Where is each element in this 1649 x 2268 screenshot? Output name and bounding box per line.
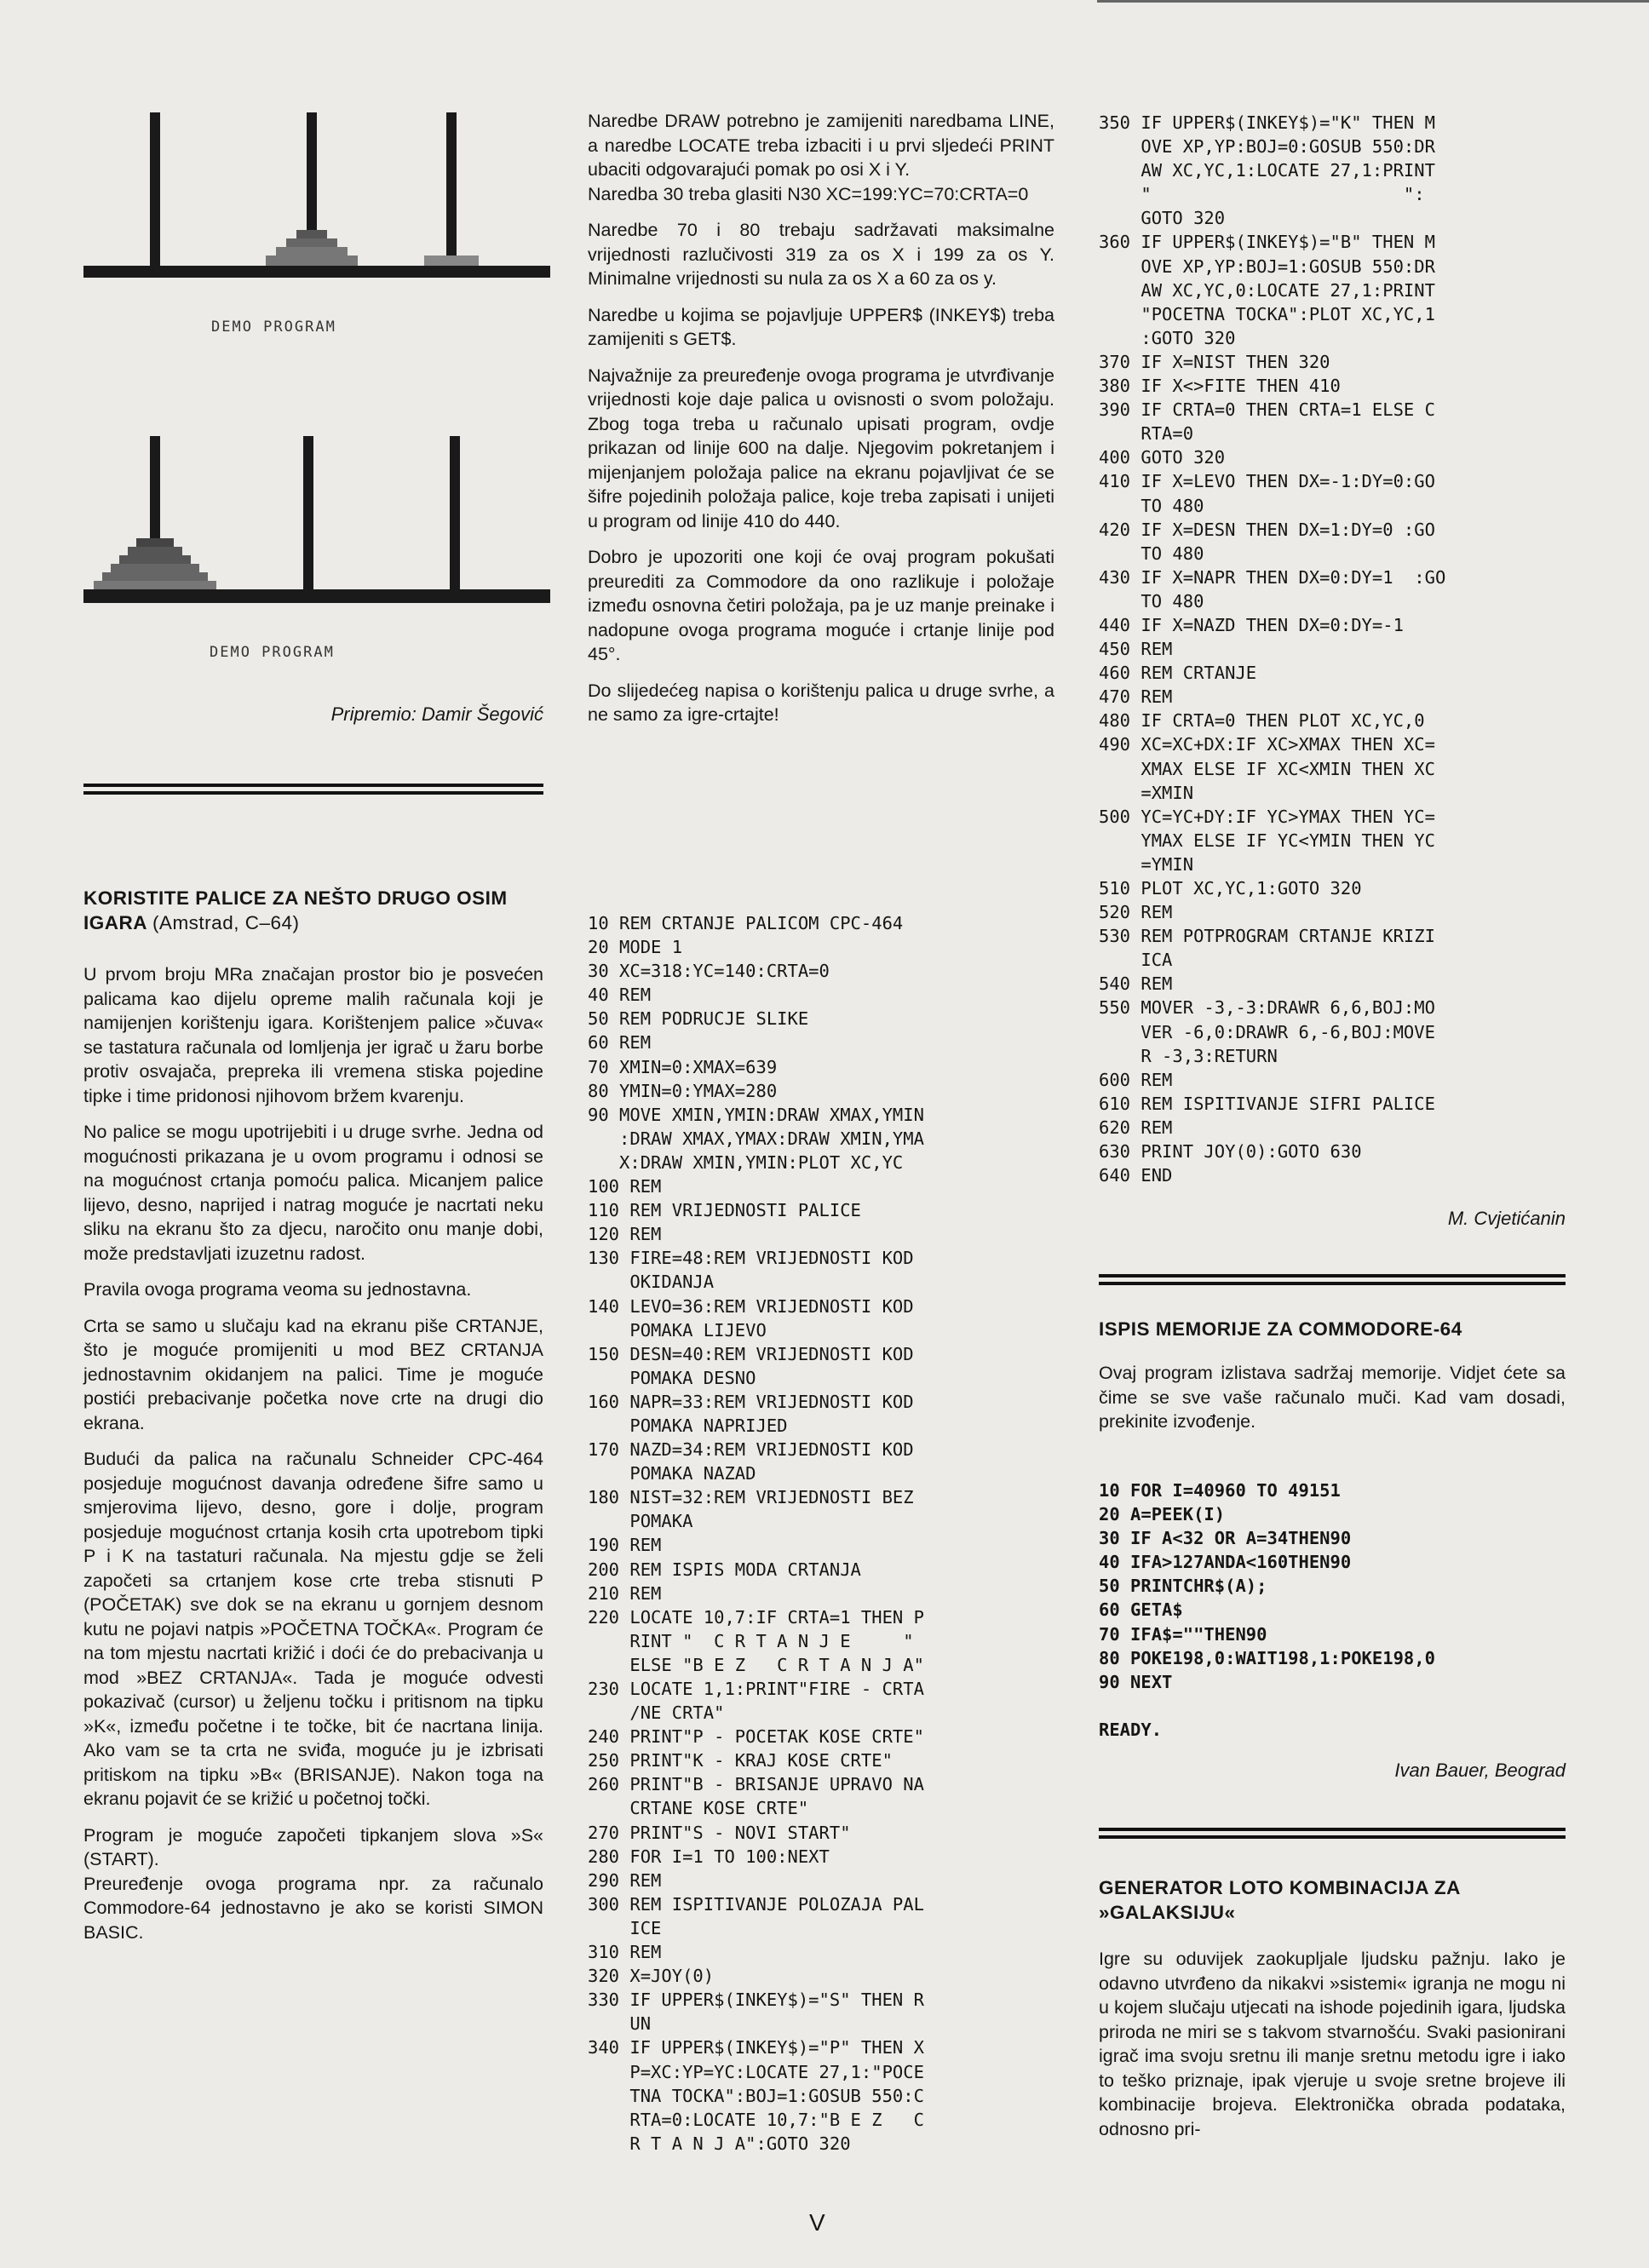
code-line: 490 XC=XC+DX:IF XC>XMAX THEN XC=	[1099, 734, 1435, 755]
article-body-col1	[83, 962, 543, 1956]
section-double-rule	[1099, 1274, 1566, 1289]
demo-figure-bottom	[83, 428, 550, 675]
article-title-loto: GENERATOR LOTO KOMBINACIJA ZA »GALAKSIJU«	[1099, 1877, 1461, 1923]
code-line: 460 REM CRTANJE	[1099, 663, 1257, 684]
article-body-loto	[1099, 1947, 1566, 2153]
code-line: 500 YC=YC+DY:IF YC>YMAX THEN YC=	[1099, 806, 1435, 827]
code-line: 290 REM	[588, 1869, 662, 1891]
code-line: 160 NAPR=33:REM VRIJEDNOSTI KOD	[588, 1391, 914, 1412]
author-signature: M. Cvjetićanin	[1447, 1208, 1566, 1229]
code-line: :GOTO 320	[1099, 327, 1236, 348]
code-line: P=XC:YP=YC:LOCATE 27,1:"POCE	[588, 2061, 924, 2082]
code-line: =XMIN	[1099, 782, 1194, 803]
code-line: TO 480	[1099, 495, 1204, 516]
code-line: "POCETNA TOCKA":PLOT XC,YC,1	[1099, 303, 1435, 324]
paragraph: Program je moguće započeti tipkanjem slova »S« (START). Preuređenje ovoga programa npr. za računalo Commodore-64 jednostavno je ako se koristi SIMON BASIC.	[83, 1824, 543, 1943]
code-line: VER -6,0:DRAWR 6,-6,BOJ:MOVE	[1099, 1021, 1435, 1042]
code-line: 70 IFA$=""THEN90	[1099, 1623, 1267, 1645]
figure-caption-bottom: DEMO PROGRAM	[210, 644, 335, 661]
code-line: 90 NEXT	[1099, 1671, 1173, 1692]
code-line: R T A N J A":GOTO 320	[588, 2133, 851, 2154]
code-line: OKIDANJA	[588, 1272, 715, 1293]
code-line: 100 REM	[588, 1176, 662, 1197]
code-line: 470 REM	[1099, 686, 1173, 708]
code-line: :DRAW XMAX,YMAX:DRAW XMIN,YMA	[588, 1128, 924, 1149]
code-line: 60 REM	[588, 1032, 652, 1054]
code-line: 170 NAZD=34:REM VRIJEDNOSTI KOD	[588, 1439, 914, 1461]
paragraph: Pravila ovoga programa veoma su jednostavna.	[83, 1279, 472, 1300]
code-line: 300 REM ISPITIVANJE POLOZAJA PAL	[588, 1893, 924, 1915]
code-line: OVE XP,YP:BOJ=0:GOSUB 550:DR	[1099, 136, 1435, 158]
paragraph: Dobro je upozoriti one koji će ovaj program pokušati preurediti za Commodore da ono razlikuje i položaje između osnovna četiri položaja, pa je uz manje preinake i nadopune ovoga programa moguće i crtanje linije pod 45°.	[588, 547, 1054, 664]
code-line: 10 REM CRTANJE PALICOM CPC-464	[588, 913, 904, 933]
code-line: 420 IF X=DESN THEN DX=1:DY=0 :GO	[1099, 519, 1435, 540]
code-line: 350 IF UPPER$(INKEY$)="K" THEN M	[1099, 112, 1435, 133]
code-line: 20 MODE 1	[588, 937, 683, 958]
memory-dump-listing	[1099, 1479, 1566, 1742]
demo-figure-top	[83, 104, 550, 334]
code-line: RTA=0:LOCATE 10,7:"B E Z C	[588, 2109, 924, 2130]
code-line: 410 IF X=LEVO THEN DX=-1:DY=0:GO	[1099, 471, 1435, 492]
code-line: 20 A=PEEK(I)	[1099, 1504, 1226, 1525]
code-line: READY.	[1099, 1719, 1163, 1740]
article-title-platforms: (Amstrad, C–64)	[152, 912, 300, 933]
code-line: 200 REM ISPIS MODA CRTANJA	[588, 1559, 861, 1580]
code-line: YMAX ELSE IF YC<YMIN THEN YC	[1099, 830, 1435, 851]
code-line: 190 REM	[588, 1535, 662, 1556]
code-line: ELSE "B E Z C R T A N J A"	[588, 1654, 924, 1675]
article-title-memory: ISPIS MEMORIJE ZA COMMODORE-64	[1099, 1318, 1462, 1340]
code-line: 90 MOVE XMIN,YMIN:DRAW XMAX,YMIN	[588, 1104, 924, 1125]
paragraph: Naredbe 70 i 80 trebaju sadržavati maksimalne vrijednosti razlučivosti 319 za os X i 199 za os Y. Minimalne vrijednosti su nula za os X a 60 za os y.	[588, 220, 1054, 289]
code-line: 530 REM POTPROGRAM CRTANJE KRIZI	[1099, 926, 1435, 947]
code-line: 140 LEVO=36:REM VRIJEDNOSTI KOD	[588, 1295, 914, 1317]
code-line: 230 LOCATE 1,1:PRINT"FIRE - CRTA	[588, 1679, 924, 1699]
figure-caption-top: DEMO PROGRAM	[211, 319, 336, 336]
code-line: RTA=0	[1099, 423, 1194, 445]
code-line: POMAKA DESNO	[588, 1367, 756, 1388]
code-line: 310 REM	[588, 1942, 662, 1963]
code-line: 620 REM	[1099, 1117, 1173, 1138]
code-line: 520 REM	[1099, 902, 1173, 923]
code-line: 330 IF UPPER$(INKEY$)="S" THEN R	[588, 1990, 924, 2011]
basic-listing-part1	[588, 911, 1054, 2156]
code-line: 510 PLOT XC,YC,1:GOTO 320	[1099, 878, 1362, 899]
code-line: 610 REM ISPITIVANJE SIFRI PALICE	[1099, 1093, 1435, 1114]
code-line: 320 X=JOY(0)	[588, 1966, 715, 1987]
paragraph: Crta se samo u slučaju kad na ekranu piše CRTANJE, što je moguće promijeniti u mod BEZ CRTANJA jednostavnim okidanjem na palici. Time je moguće postići prebacivanje početka nove crte na drugi dio ekrana.	[83, 1315, 543, 1433]
paragraph: U prvom broju MRa značajan prostor bio je posvećen palicama kao dijelu opreme malih računala koji je namijenjen korištenju igara. Korištenjem palice »čuva« se tastatura računala od lomljenja jer igrač u žaru borbe protiv osvajača, prepreka ili vremena stiska pojedine tipke i time pridonosi njihovom bržem kvarenju.	[83, 964, 543, 1106]
paragraph: Ovaj program izlistava sadržaj memorije. Vidjet ćete sa čime se sve vaše računalo muči. Kad vam dosadi, prekinite izvođenje.	[1099, 1363, 1566, 1432]
code-line: 110 REM VRIJEDNOSTI PALICE	[588, 1200, 861, 1221]
code-line: 450 REM	[1099, 639, 1173, 660]
towers-of-hanoi-image-top	[83, 104, 550, 283]
code-line: 60 GETA$	[1099, 1599, 1183, 1621]
code-line: /NE CRTA"	[588, 1702, 725, 1724]
code-line: 440 IF X=NAZD THEN DX=0:DY=-1	[1099, 614, 1404, 635]
code-line: 70 XMIN=0:XMAX=639	[588, 1056, 778, 1077]
top-edge-rule	[1097, 0, 1649, 3]
code-line: 10 FOR I=40960 TO 49151	[1099, 1480, 1341, 1501]
code-line: 400 GOTO 320	[1099, 447, 1226, 468]
code-line: 360 IF UPPER$(INKEY$)="B" THEN M	[1099, 232, 1435, 253]
code-line: 40 IFA>127ANDA<160THEN90	[1099, 1552, 1352, 1573]
code-line: POMAKA NAPRIJED	[588, 1415, 788, 1436]
code-line: UN	[588, 2013, 652, 2035]
code-line: 540 REM	[1099, 973, 1173, 995]
paragraph: Igre su oduvijek zaokupljale ljudsku pažnju. Iako je odavno utvrđeno da nikakvi »sistemi« igranja ne mogu ni u kojem slučaju utjecati na ishode pojedinih igara, ljudska priroda ne miri se s takvom stvarnošću. Svaki pasionirani igrač ima svoju sretnu ili manje sretnu metodu igre i iako to teško priznaje, ipak vjeruje u svoje sretne brojeve ili kombinacije brojeva. Elektronička obrada podataka, odnosno pri-	[1099, 1949, 1566, 2139]
code-line: 150 DESN=40:REM VRIJEDNOSTI KOD	[588, 1343, 914, 1364]
code-line: 270 PRINT"S - NOVI START"	[588, 1822, 851, 1843]
code-line: 280 FOR I=1 TO 100:NEXT	[588, 1846, 830, 1867]
article-title-text: KORISTITE PALICE ZA NEŠTO DRUGO OSIM IGARA	[83, 887, 508, 933]
code-line: 220 LOCATE 10,7:IF CRTA=1 THEN P	[588, 1606, 924, 1628]
code-line: AW XC,YC,0:LOCATE 27,1:PRINT	[1099, 279, 1435, 301]
paragraph: No palice se mogu upotrijebiti i u druge svrhe. Jedna od mogućnosti prikazana je u ovom programu i odnosi se na mogućnost crtanja pomoću palica. Micanjem palice lijevo, desno, naprijed i natrag moguće je nacrtati neku sliku na ekranu što za djecu, naročito onu manje dobi, može predstavljati izuzetnu radost.	[83, 1122, 543, 1264]
towers-of-hanoi-image-bottom	[83, 428, 550, 606]
code-line: 250 PRINT"K - KRAJ KOSE CRTE"	[588, 1750, 893, 1771]
code-line: 340 IF UPPER$(INKEY$)="P" THEN X	[588, 2037, 924, 2058]
paragraph: Najvažnije za preuređenje ovoga programa je utvrđivanje vrijednosti koje daje palica u ovisnosti o svom položaju. Zbog toga treba u računalo upisati program, ovdje prikazan od linije 600 na dalje. Njegovim pokretanjem i mijenjanjem položaja palice na ekranu pojavljivat će se šifre pojedinih položaja palice, koje treba zapisati i unijeti u program od linije 410 do 440.	[588, 365, 1054, 531]
section-double-rule	[83, 784, 543, 799]
code-line: POMAKA LIJEVO	[588, 1319, 767, 1341]
code-line: R -3,3:RETURN	[1099, 1045, 1278, 1066]
code-line: 50 REM PODRUCJE SLIKE	[588, 1008, 809, 1030]
code-line: ICE	[588, 1917, 662, 1938]
code-line: 120 REM	[588, 1224, 662, 1245]
article-body-memory	[1099, 1361, 1566, 1446]
code-line: 30 XC=318:YC=140:CRTA=0	[588, 961, 830, 982]
code-line: CRTANE KOSE CRTE"	[588, 1798, 809, 1819]
code-line: 40 REM	[588, 985, 652, 1006]
code-line: 80 POKE198,0:WAIT198,1:POKE198,0	[1099, 1647, 1435, 1668]
code-line: 640 END	[1099, 1165, 1173, 1186]
paragraph: Naredbe u kojima se pojavljuje UPPER$ (INKEY$) treba zamijeniti s GET$.	[588, 304, 1054, 349]
code-line: ICA	[1099, 950, 1173, 971]
paragraph: Do slijedećeg napisa o korištenju palica u druge svrhe, a ne samo za igre-crtajte!	[588, 680, 1054, 725]
code-line: RINT " C R T A N J E "	[588, 1630, 914, 1651]
code-line: 80 YMIN=0:YMAX=280	[588, 1080, 778, 1101]
figures-credit: Pripremio: Damir Šegović	[330, 703, 543, 725]
code-line: " ":	[1099, 184, 1425, 205]
code-line: 380 IF X<>FITE THEN 410	[1099, 376, 1341, 397]
code-line: 180 NIST=32:REM VRIJEDNOSTI BEZ	[588, 1487, 914, 1508]
article-body-col2	[588, 109, 1054, 739]
basic-listing-part2	[1099, 111, 1566, 1187]
code-line: OVE XP,YP:BOJ=1:GOSUB 550:DR	[1099, 256, 1435, 277]
section-double-rule	[1099, 1828, 1566, 1843]
code-line: =YMIN	[1099, 853, 1194, 875]
code-line: GOTO 320	[1099, 208, 1226, 229]
code-line: 550 MOVER -3,-3:DRAWR 6,6,BOJ:MO	[1099, 997, 1435, 1019]
paragraph: Naredbe DRAW potrebno je zamijeniti naredbama LINE, a naredbe LOCATE treba izbaciti i u prvi sljedeći PRINT ubaciti odgovarajući pomak po osi X i Y. Naredba 30 treba glasiti N30 XC=199:YC=70:CRTA=0	[588, 111, 1054, 204]
page-number: V	[809, 2209, 825, 2236]
code-line: 630 PRINT JOY(0):GOTO 630	[1099, 1141, 1362, 1163]
author-signature: Ivan Bauer, Beograd	[1394, 1760, 1566, 1781]
code-line: 370 IF X=NIST THEN 320	[1099, 351, 1330, 372]
code-line: 390 IF CRTA=0 THEN CRTA=1 ELSE C	[1099, 399, 1435, 421]
code-line: 600 REM	[1099, 1069, 1173, 1090]
code-line: 260 PRINT"B - BRISANJE UPRAVO NA	[588, 1774, 924, 1795]
code-line: POMAKA NAZAD	[588, 1463, 756, 1484]
code-line: POMAKA	[588, 1511, 693, 1532]
code-line: TO 480	[1099, 590, 1204, 611]
code-line: 210 REM	[588, 1582, 662, 1604]
code-line: 430 IF X=NAPR THEN DX=0:DY=1 :GO	[1099, 566, 1446, 588]
code-line: TO 480	[1099, 543, 1204, 564]
paragraph: Budući da palica na računalu Schneider CPC-464 posjeduje mogućnost davanja određene šifre samo u smjerovima lijevo, desno, gore i dolje, program posjeduje mogućnost crtanja kosih crta upotrebom tipki P i K na tastaturi računala. Na mjestu gdje se želi započeti sa crtanjem kose crte treba stisnuti P (POČETAK) sve dok se na ekranu u gornjem desnom kutu ne pojavi natpis »POČETNA TOČKA«. Program će na tom mjestu nacrtati križić i doći će do prebacivanja u mod »BEZ CRTANJA«. Tada je moguće odvesti pokazivač (cursor) u željenu točku i pritisnom na tipku »K«, između početne i te točke, bit će nacrtana linija. Ako vam se ta crta ne sviđa, moguće ju je izbrisati pritiskom na tipku »B« (BRISANJE). Nakon toga na ekranu pojavit će se križić u početnoj točki.	[83, 1449, 543, 1809]
code-line: X:DRAW XMIN,YMIN:PLOT XC,YC	[588, 1151, 904, 1173]
code-line: AW XC,YC,1:LOCATE 27,1:PRINT	[1099, 160, 1435, 181]
code-line: 480 IF CRTA=0 THEN PLOT XC,YC,0	[1099, 710, 1425, 732]
code-line: XMAX ELSE IF XC<XMIN THEN XC	[1099, 758, 1435, 779]
code-line: TNA TOCKA":BOJ=1:GOSUB 550:C	[588, 2085, 924, 2106]
code-line	[1099, 1694, 1566, 1718]
code-line: 240 PRINT"P - POCETAK KOSE CRTE"	[588, 1726, 924, 1748]
code-line: 130 FIRE=48:REM VRIJEDNOSTI KOD	[588, 1248, 914, 1269]
code-line: 50 PRINTCHR$(A);	[1099, 1576, 1267, 1597]
article-title-joystick	[83, 886, 543, 935]
code-line: 30 IF A<32 OR A=34THEN90	[1099, 1528, 1352, 1549]
